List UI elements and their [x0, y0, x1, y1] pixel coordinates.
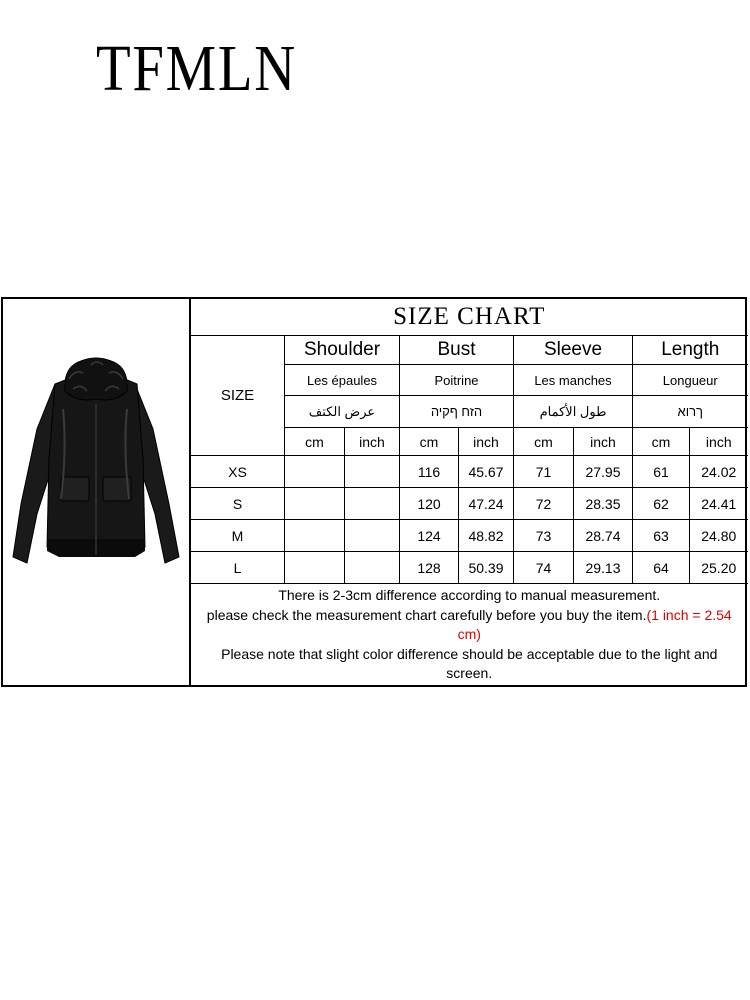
- unit-cm: cm: [285, 428, 345, 456]
- table-cell: 116: [400, 456, 459, 488]
- brand-logo-text: TFMLN: [96, 32, 297, 105]
- bust-header-he: הזח ףקיה: [400, 396, 514, 428]
- note-line-1: There is 2-3cm difference according to manual measurement.: [278, 587, 661, 603]
- table-cell: 24.80: [690, 520, 748, 552]
- unit-cm: cm: [633, 428, 690, 456]
- table-cell: 61: [633, 456, 690, 488]
- chart-title: SIZE CHART: [191, 299, 748, 336]
- table-row: [191, 520, 748, 552]
- table-cell: 73: [514, 520, 574, 552]
- table-cell: 74: [514, 552, 574, 584]
- table-cell: 24.02: [690, 456, 748, 488]
- unit-cm: cm: [514, 428, 574, 456]
- shoulder-header-fr: Les épaules: [285, 365, 400, 396]
- unit-inch: inch: [345, 428, 400, 456]
- table-cell: 124: [400, 520, 459, 552]
- size-cell: L: [191, 552, 285, 584]
- sleeve-header: Sleeve: [514, 336, 633, 365]
- table-cell: [285, 552, 345, 584]
- table-cell: [345, 488, 400, 520]
- length-header: Length: [633, 336, 748, 365]
- unit-cm: cm: [400, 428, 459, 456]
- inch-conversion-note: (1 inch = 2.54 cm): [457, 606, 732, 642]
- table-cell: 24.41: [690, 488, 748, 520]
- table-cell: [345, 552, 400, 584]
- table-cell: 28.35: [574, 488, 633, 520]
- table-row: [191, 488, 748, 520]
- table-row: [191, 552, 748, 584]
- table-cell: 62: [633, 488, 690, 520]
- table-cell: 120: [400, 488, 459, 520]
- table-cell: 27.95: [574, 456, 633, 488]
- sleeve-header-fr: Les manches: [514, 365, 633, 396]
- size-cell: M: [191, 520, 285, 552]
- bust-header-fr: Poitrine: [400, 365, 514, 396]
- table-cell: 71: [514, 456, 574, 488]
- bust-header: Bust: [400, 336, 514, 365]
- table-cell: 48.82: [459, 520, 514, 552]
- length-header-fr: Longueur: [633, 365, 748, 396]
- length-header-he: ךרוא: [633, 396, 748, 428]
- table-cell: 63: [633, 520, 690, 552]
- table-cell: 45.67: [459, 456, 514, 488]
- shoulder-header-ar: عرض الكتف: [285, 396, 400, 428]
- table-cell: 25.20: [690, 552, 748, 584]
- unit-inch: inch: [690, 428, 748, 456]
- unit-inch: inch: [459, 428, 514, 456]
- table-cell: [345, 520, 400, 552]
- table-cell: 50.39: [459, 552, 514, 584]
- table-cell: [345, 456, 400, 488]
- table-cell: 47.24: [459, 488, 514, 520]
- sleeve-header-ar: طول الأكمام: [514, 396, 633, 428]
- product-photo: [3, 299, 190, 685]
- table-cell: [285, 488, 345, 520]
- black-leather-jacket-with-fur-collar-icon: [3, 299, 190, 685]
- table-row: [191, 456, 748, 488]
- note-line-3: Please note that slight color difference should be acceptable due to the light and screen.: [221, 645, 718, 681]
- table-cell: 64: [633, 552, 690, 584]
- table-cell: 128: [400, 552, 459, 584]
- shoulder-header: Shoulder: [285, 336, 400, 365]
- table-cell: 72: [514, 488, 574, 520]
- measurement-note: [191, 584, 748, 686]
- size-cell: S: [191, 488, 285, 520]
- size-cell: XS: [191, 456, 285, 488]
- table-cell: 29.13: [574, 552, 633, 584]
- table-cell: 28.74: [574, 520, 633, 552]
- note-line-2: please check the measurement chart carefully before you buy the item.: [206, 606, 647, 623]
- size-chart-table: [190, 299, 748, 686]
- size-chart-frame: [1, 297, 747, 687]
- table-cell: [285, 456, 345, 488]
- size-column-header: SIZE: [191, 336, 285, 456]
- unit-inch: inch: [574, 428, 633, 456]
- table-cell: [285, 520, 345, 552]
